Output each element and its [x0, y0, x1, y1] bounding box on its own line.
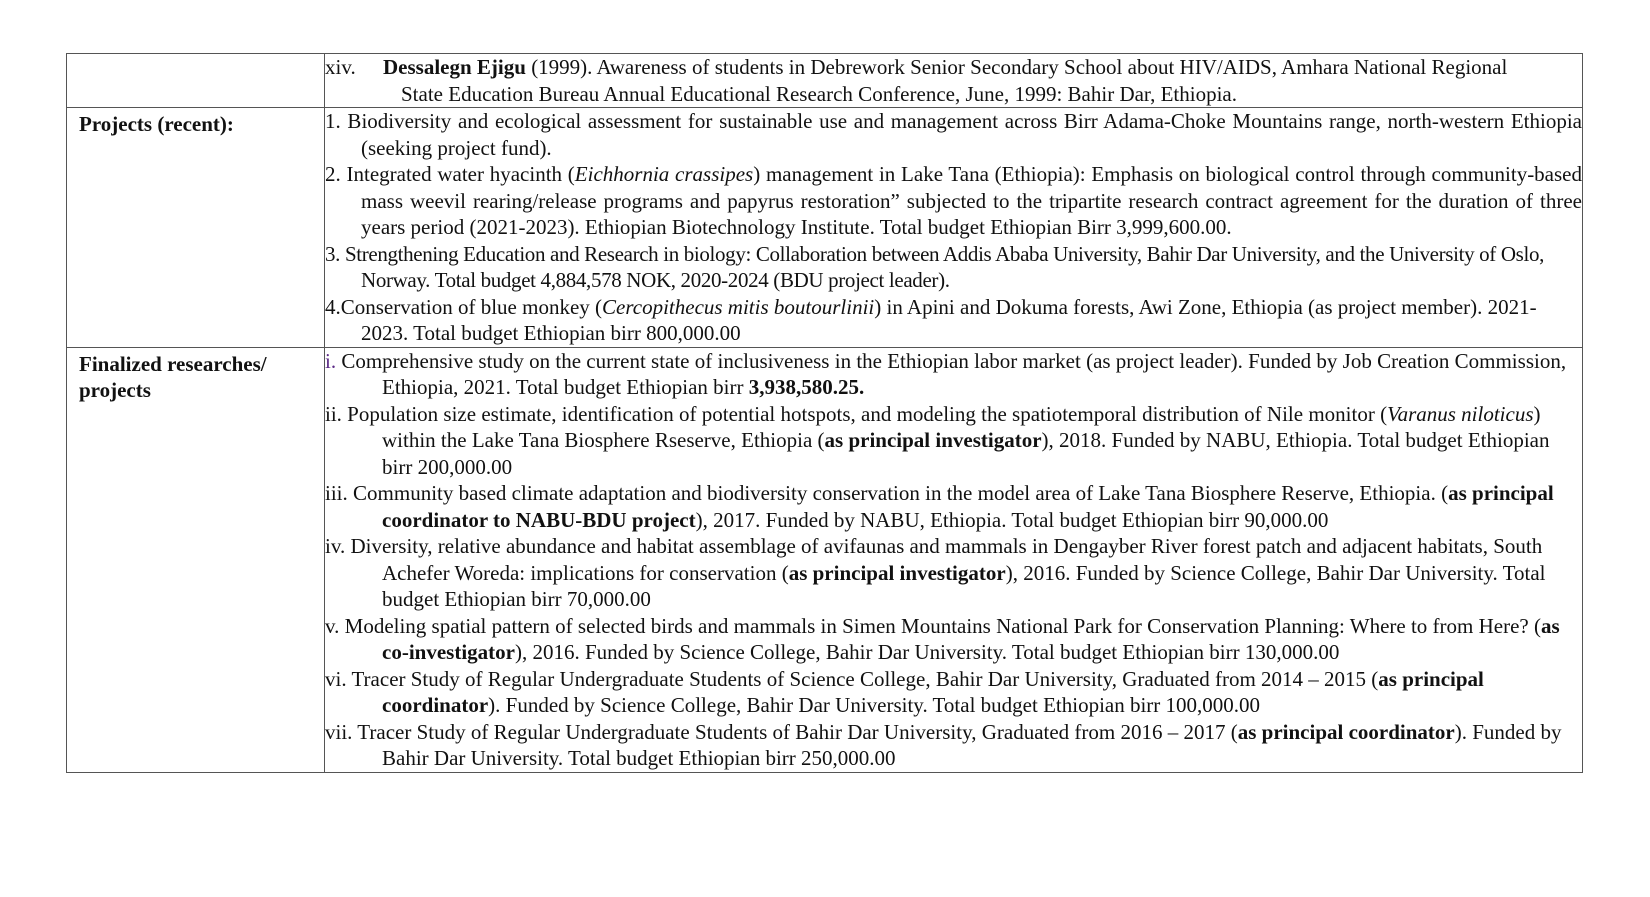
finalized-item-ii-role: as principal investigator	[824, 428, 1042, 452]
finalized-item-vii	[325, 719, 1582, 772]
finalized-item-v-role: as co-investigator	[382, 613, 1560, 664]
finalized-item-vi-text-c: ). Funded by Science College, Bahir Dar University. Total budget Ethiopian birr 100,000.00	[488, 693, 1261, 717]
finalized-item-iii	[325, 480, 1582, 533]
finalized-item-vi-number: vi.	[325, 666, 347, 691]
publication-entry-xiv	[325, 54, 1582, 107]
finalized-item-iv	[325, 533, 1582, 613]
finalized-item-iv-text-c: ), 2016. Funded by Science College, Bahir Dar University. Total budget Ethiopian birr 70,000.00	[382, 560, 1546, 611]
finalized-item-iv-text-a: Diversity, relative abundance and habitat assemblage of avifaunas and mammals in Dengayber River forest patch and adjacent habitats, South Achefer Woreda: implications for conservation (	[345, 534, 1543, 585]
finalized-item-v-text-c: ), 2016. Funded by Science College, Bahir Dar University. Total budget Ethiopian birr 130,000.00	[514, 640, 1340, 664]
projects-recent-row	[67, 108, 1583, 348]
finalized-content	[325, 347, 1583, 772]
project-item-4-species: Cercopithecus mitis boutourlinii	[602, 294, 875, 319]
finalized-item-v-number: v.	[325, 613, 340, 638]
finalized-item-v	[325, 613, 1582, 666]
finalized-item-vii-text-a: Tracer Study of Regular Undergraduate Students of Bahir Dar University, Graduated from 2016 – 2017 (	[352, 719, 1238, 744]
publication-number: xiv.	[325, 55, 356, 79]
finalized-item-vii-role: as principal coordinator	[1237, 719, 1455, 744]
finalized-item-vii-text-c: ). Funded by Bahir Dar University. Total budget Ethiopian birr 250,000.00	[382, 719, 1562, 770]
project-item-4-text-b: ) in Apini and Dokuma forests, Awi Zone, Ethiopia (as project member). 2021-2023. Total budget Ethiopian birr 800,000.00	[361, 294, 1537, 345]
finalized-item-iii-text-c: ), 2017. Funded by NABU, Ethiopia. Total budget Ethiopian birr 90,000.00	[695, 507, 1329, 532]
finalized-item-iii-number: iii.	[325, 481, 348, 505]
project-item-4	[325, 294, 1582, 347]
project-item-2-text-b: ) management in Lake Tana (Ethiopia): Emphasis on biological control through community-based mass weevil rearing/release programs and papyrus restoration” subjected to the tripartite research contract agreement for the duration of three years period (2021-2023). Ethiopian Biotechnology Institute. Total budget Ethiopian Birr 3,999,600.00.	[361, 162, 1582, 239]
finalized-item-i-number: i.	[325, 348, 337, 373]
publication-text-line1: (1999). Awareness of students in Debrework Senior Secondary School about HIV/AIDS, Amhara National Regional	[525, 55, 1508, 79]
project-item-2-text-a: 2. Integrated water hyacinth (	[325, 162, 575, 186]
finalized-row	[67, 347, 1583, 772]
finalized-item-ii-species: Varanus niloticus	[1387, 401, 1534, 426]
publication-author: Dessalegn Ejigu	[383, 55, 526, 79]
finalized-item-ii-text-c: ), 2018. Funded by NABU, Ethiopia. Total budget Ethiopian birr 200,000.00	[382, 428, 1550, 479]
finalized-label: Finalized researches/ projects	[67, 347, 325, 772]
finalized-item-ii-number: ii.	[325, 401, 342, 426]
publication-row-label	[67, 54, 325, 108]
finalized-item-vi-role: as principal coordinator	[382, 666, 1484, 717]
finalized-item-ii-text-a: Population size estimate, identification of potential hotspots, and modeling the spatiotemporal distribution of Nile monitor (	[341, 401, 1388, 426]
project-item-1-text: 1. Biodiversity and ecological assessment for sustainable use and management across Birr Adama-Choke Mountains range, north-western Ethiopia (seeking project fund).	[325, 109, 1582, 160]
finalized-item-ii	[325, 401, 1582, 481]
project-item-2-species: Eichhornia crassipes	[574, 162, 754, 186]
finalized-item-ii-text-b: ) within the Lake Tana Biosphere Rseserve, Ethiopia (	[382, 401, 1541, 452]
publication-text-line2: State Education Bureau Annual Educational Research Conference, June, 1999: Bahir Dar, Ethiopia.	[401, 81, 1237, 106]
finalized-item-v-text-a: Modeling spatial pattern of selected birds and mammals in Simen Mountains National Park for Conservation Planning: Where to from Here? (	[339, 613, 1541, 638]
publication-row-content	[325, 54, 1583, 108]
projects-recent-label: Projects (recent):	[67, 108, 325, 348]
finalized-item-iv-role: as principal investigator	[788, 560, 1006, 585]
finalized-item-vi-text-a: Tracer Study of Regular Undergraduate Students of Science College, Bahir Dar University, Graduated from 2014 – 2015 (	[346, 666, 1379, 691]
finalized-item-i-budget: 3,938,580.25.	[748, 375, 865, 399]
project-item-1	[325, 108, 1582, 161]
finalized-item-i-text: Comprehensive study on the current state of inclusiveness in the Ethiopian labor market (as project leader). Funded by Job Creation Commission, Ethiopia, 2021. Total budget Ethiopian birr	[336, 348, 1567, 399]
finalized-item-vi	[325, 666, 1582, 719]
project-item-3-text: 3. Strengthening Education and Research in biology: Collaboration between Addis Ababa University, Bahir Dar University, and the University of Oslo, Norway. Total budget 4,884,578 NOK, 2020-2024 (BDU project leader).	[325, 241, 1544, 292]
publication-row	[67, 54, 1583, 108]
projects-recent-content	[325, 108, 1583, 348]
project-item-4-text-a: 4.Conservation of blue monkey (	[325, 294, 603, 319]
finalized-item-iii-text-a: Community based climate adaptation and biodiversity conservation in the model area of Lake Tana Biosphere Reserve, Ethiopia. (	[347, 481, 1449, 505]
finalized-item-vii-number: vii.	[325, 719, 353, 744]
finalized-item-iii-role: as principal coordinator to NABU-BDU project	[382, 481, 1554, 532]
cv-table	[66, 53, 1583, 773]
finalized-item-iv-number: iv.	[325, 534, 346, 558]
project-item-2	[325, 161, 1582, 241]
project-item-3	[325, 241, 1582, 294]
finalized-item-i	[325, 348, 1582, 401]
